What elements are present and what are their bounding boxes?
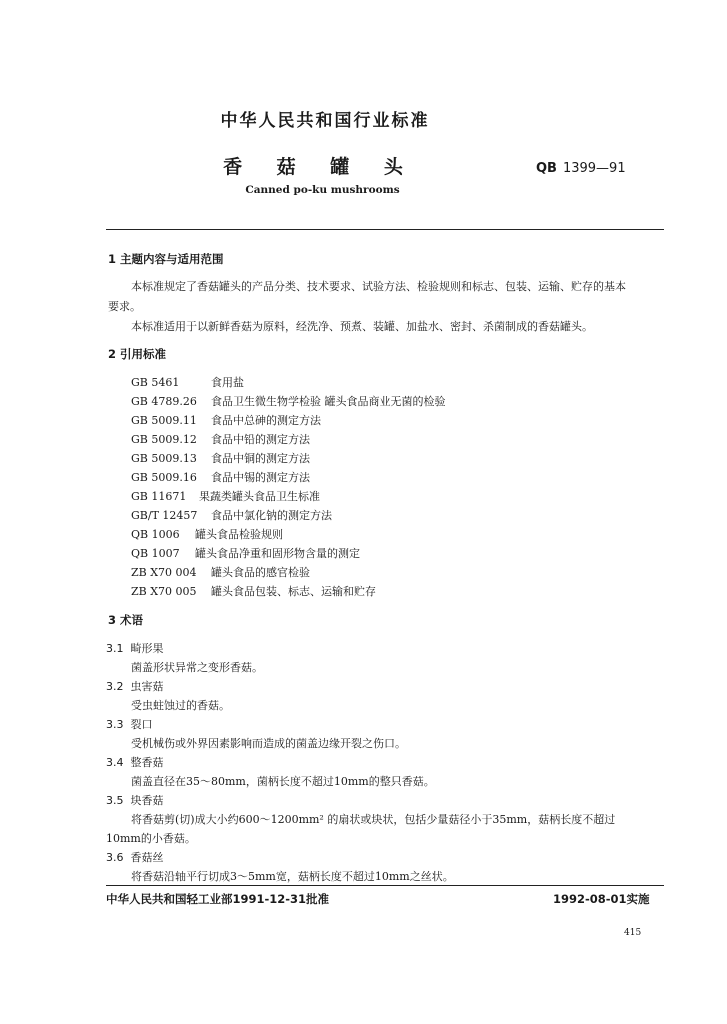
reference-code: GB 4789.26	[131, 395, 197, 408]
page-number: 415	[624, 928, 642, 938]
reference-title: 罐头食品包装、标志、运输和贮存	[211, 585, 376, 598]
term-name: 虫害菇	[130, 680, 164, 693]
reference-item	[131, 393, 446, 409]
reference-code: GB 5009.13	[131, 452, 197, 465]
term-definition: 受虫蛀蚀过的香菇。	[131, 699, 230, 712]
term-definition: 受机械伤或外界因素影响而造成的菌盖边缘开裂之伤口。	[131, 737, 406, 750]
reference-item	[131, 488, 320, 504]
reference-item	[131, 526, 283, 542]
section-3-heading: 3 术语	[108, 613, 144, 627]
issuing-authority: 中华人民共和国行业标准	[220, 111, 430, 131]
reference-item	[131, 374, 244, 390]
reference-code: GB 5009.11	[131, 414, 197, 427]
term-name: 整香菇	[130, 756, 164, 769]
term-number: 3.1	[106, 642, 124, 655]
term-heading	[106, 792, 164, 808]
term-number: 3.5	[106, 794, 124, 807]
reference-title: 食品中铅的测定方法	[211, 433, 310, 446]
reference-title: 食品中总砷的测定方法	[211, 414, 321, 427]
approval-line: 中华人民共和国轻工业部1991-12-31批准	[106, 892, 330, 906]
reference-title: 食用盐	[211, 376, 244, 389]
reference-code: QB 1006	[131, 528, 180, 541]
header-divider	[106, 229, 664, 230]
reference-code: GB/T 12457	[131, 509, 198, 522]
reference-code: GB 5009.16	[131, 471, 197, 484]
reference-code: ZB X70 005	[131, 585, 197, 598]
section-1-heading: 1 主题内容与适用范围	[108, 252, 224, 266]
section-1-paragraph-2: 本标准适用于以新鲜香菇为原料，经洗净、预煮、装罐、加盐水、密封、杀菌制成的香菇罐头。	[131, 320, 593, 333]
reference-title: 果蔬类罐头食品卫生标准	[199, 490, 320, 503]
term-heading	[106, 640, 164, 656]
reference-item	[131, 545, 360, 561]
term-number: 3.4	[106, 756, 124, 769]
term-name: 裂口	[130, 718, 153, 731]
term-definition: 将香菇沿轴平行切成3～5mm宽，菇柄长度不超过10mm之丝状。	[131, 870, 454, 883]
reference-title: 罐头食品的感官检验	[211, 566, 310, 579]
standard-number: 1399—91	[562, 161, 626, 176]
reference-item	[131, 469, 310, 485]
reference-item	[131, 564, 310, 580]
term-number: 3.3	[106, 718, 124, 731]
reference-title: 食品中锡的测定方法	[211, 471, 310, 484]
reference-title: 食品中铜的测定方法	[211, 452, 310, 465]
reference-code: GB 5461	[131, 376, 180, 389]
standard-code	[536, 161, 626, 176]
reference-item	[131, 507, 332, 523]
footer-divider	[106, 885, 664, 886]
term-definition: 10mm的小香菇。	[106, 832, 196, 845]
term-heading	[106, 716, 153, 732]
term-name: 香菇丝	[130, 851, 164, 864]
reference-title: 罐头食品检验规则	[195, 528, 283, 541]
term-heading	[106, 849, 164, 865]
reference-code: QB 1007	[131, 547, 180, 560]
term-heading	[106, 678, 164, 694]
term-name: 块香菇	[130, 794, 164, 807]
term-number: 3.2	[106, 680, 124, 693]
reference-item	[131, 450, 310, 466]
section-1-paragraph-1-line-2: 要求。	[108, 300, 141, 313]
reference-item	[131, 583, 376, 599]
term-heading	[106, 754, 164, 770]
term-definition: 将香菇剪(切)成大小约600～1200mm² 的扇状或块状，包括少量菇径小于35mm，菇柄长度不超过	[131, 813, 616, 826]
term-number: 3.6	[106, 851, 124, 864]
reference-code: ZB X70 004	[131, 566, 197, 579]
term-name: 畸形果	[130, 642, 164, 655]
reference-title: 食品中氯化钠的测定方法	[211, 509, 332, 522]
standard-title: 香 菇 罐 头	[223, 156, 417, 178]
standard-prefix: QB	[536, 161, 557, 176]
reference-item	[131, 412, 321, 428]
reference-title: 罐头食品净重和固形物含量的测定	[195, 547, 360, 560]
implementation-date: 1992-08-01实施	[553, 892, 650, 906]
reference-code: GB 11671	[131, 490, 187, 503]
section-2-heading: 2 引用标准	[108, 347, 167, 361]
reference-title: 食品卫生微生物学检验 罐头食品商业无菌的检验	[211, 395, 446, 408]
reference-item	[131, 431, 310, 447]
section-1-paragraph-1-line-1: 本标准规定了香菇罐头的产品分类、技术要求、试验方法、检验规则和标志、包装、运输、贮存的基本	[131, 280, 626, 293]
english-title: Canned po-ku mushrooms	[245, 184, 400, 196]
term-definition: 菌盖直径在35～80mm，菌柄长度不超过10mm的整只香菇。	[131, 775, 435, 788]
term-definition: 菌盖形状异常之变形香菇。	[131, 661, 263, 674]
reference-code: GB 5009.12	[131, 433, 197, 446]
